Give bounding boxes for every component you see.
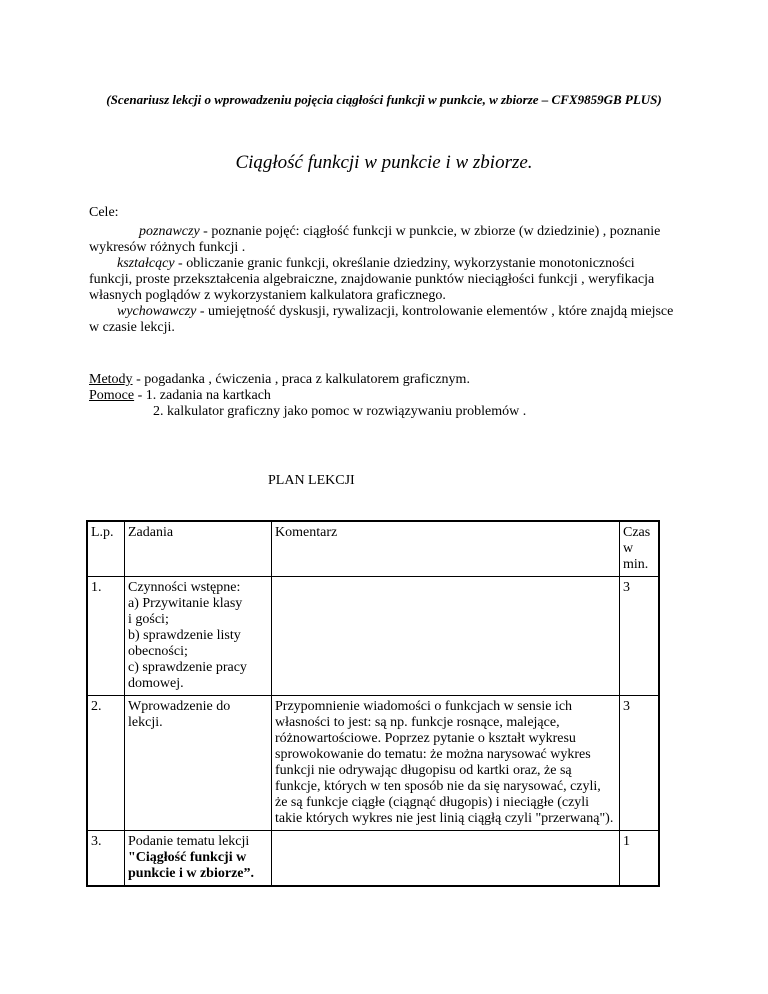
methods-text: - pogadanka , ćwiczenia , praca z kalkulatorem graficznym. [132,372,470,387]
cell-time: 1 [620,831,660,887]
col-header-comment: Komentarz [272,521,620,577]
aids-item-2: 2. kalkulator graficzny jako pomoc w rozwiązywaniu problemów . [153,404,527,419]
task-line: c) sprawdzenie pracy domowej. [128,660,247,691]
table-row [87,831,659,887]
aids-line [89,388,679,404]
cell-time: 3 [620,577,660,696]
methods-line [89,372,679,388]
table-header-row [87,521,659,577]
table-row [87,696,659,831]
page-title: Ciągłość funkcji w punkcie i w zbiorze. [235,152,533,173]
goal-term: poznawczy [139,224,200,239]
goal-item [89,304,679,336]
aids-item-1: - 1. zadania na kartkach [134,388,271,403]
goals-label: Cele: [89,205,119,220]
plan-heading: PLAN LEKCJI [268,473,355,488]
col-header-time: Czas w min. [620,521,660,577]
lesson-topic: "Ciągłość funkcji w punkcie i w zbiorze”. [128,850,254,881]
document-header: (Scenariusz lekcji o wprowadzeniu pojęcia ciągłości funkcji w punkcie, w zbiorze – CFX9859GB PLUS) [106,92,662,107]
cell-time: 3 [620,696,660,831]
task-line: i gości; [128,612,169,627]
cell-lp: 2. [87,696,125,831]
task-line: a) Przywitanie klasy [128,596,243,611]
cell-task [125,577,272,696]
cell-lp: 3. [87,831,125,887]
goal-term: kształcący [117,256,175,271]
aids-label: Pomoce [89,388,135,403]
goal-term: wychowawczy [117,304,197,319]
goal-text: - poznanie pojęć: ciągłość funkcji w punkcie, w zbiorze (w dziedzinie) , poznanie wykresów różnych funkcji . [89,224,661,255]
cell-comment [272,577,620,696]
task-line: b) sprawdzenie listy obecności; [128,628,241,659]
cell-comment: Przypomnienie wiadomości o funkcjach w sensie ich własności to jest: są np. funkcje rosnące, malejące, różnowartościowe. Poprzez pytanie o kształt wykresu sprowokowanie do tematu: że można narysować wykres funkcji nie odrywając długopisu od kartki oraz, że są funkcje, których w ten sposób nie da się narysować, czyli, że są funkcje ciągłe (ciągnąć długopis) i nieciągłe (czyli takie których wykres nie jest linią ciągłą czyli "przerwaną"). [272,696,620,831]
cell-comment [272,831,620,887]
methods-section [89,372,679,420]
goal-text: - umiejętność dyskusji, rywalizacji, kontrolowanie elementów , które znajdą miejsce w czasie lekcji. [89,304,674,335]
task-line: Czynności wstępne: [128,580,241,595]
cell-task [125,831,272,887]
goal-item [89,256,679,304]
goal-text: - obliczanie granic funkcji, określanie dziedziny, wykorzystanie monotoniczności funkcji, proste przekształcenia algebraiczne, znajdowanie punktów nieciągłości funkcji , weryfikacja własnych poglądów z wykorzystaniem kalkulatora graficznego. [89,256,655,303]
goal-item [89,224,679,256]
col-header-lp: L.p. [87,521,125,577]
col-header-tasks: Zadania [125,521,272,577]
goals-list [89,224,679,336]
table-row [87,577,659,696]
cell-task: Wprowadzenie do lekcji. [125,696,272,831]
methods-label: Metody [89,372,133,387]
task-line: Podanie tematu lekcji [128,834,250,849]
lesson-plan-table [86,520,660,887]
cell-lp: 1. [87,577,125,696]
